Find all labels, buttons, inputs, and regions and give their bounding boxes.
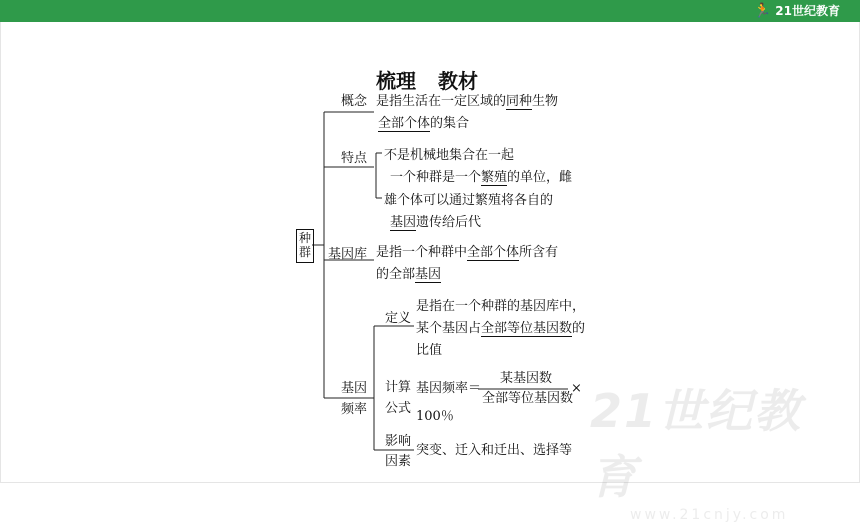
definition-line-1: 是指在一个种群的基因库中， [416, 299, 586, 314]
features-answer-reproduction: 繁殖 [481, 170, 508, 185]
formula-label-1: 计算 [385, 380, 412, 395]
gene-pool-answer-genes: 基因 [415, 267, 442, 282]
features-text: 一个种群是一个 [390, 170, 482, 185]
factors-label-1: 影响 [385, 434, 412, 449]
concept-line-1 [376, 94, 558, 110]
formula-percent: 100％ [416, 409, 454, 424]
features-item-2 [390, 170, 572, 186]
gene-pool-text: 所含有 [519, 245, 559, 260]
formula-times-sign: × [571, 381, 582, 396]
definition-line-2 [416, 321, 585, 337]
watermark-logo: 21世纪教育 www.21cnjy.com [590, 384, 803, 523]
features-item-4 [390, 215, 481, 231]
gene-pool-line-1 [376, 245, 558, 261]
gene-pool-label: 基因库 [328, 247, 368, 262]
definition-line-3: 比值 [416, 343, 443, 358]
title-right: 教材 [438, 69, 478, 93]
gene-pool-text: 是指一个种群中 [376, 245, 468, 260]
concept-label: 概念 [341, 94, 368, 109]
gene-frequency-label-1: 基因 [341, 381, 368, 396]
concept-text: 生物 [532, 94, 559, 109]
features-text: 遗传给后代 [416, 215, 482, 230]
runner-icon: 🏃 [753, 3, 772, 19]
concept-answer-all-individuals: 全部个体 [378, 116, 431, 131]
concept-answer-same-species: 同种 [506, 94, 533, 109]
definition-text: 的 [572, 321, 586, 336]
formula-lhs: 基因频率＝ [416, 381, 482, 396]
concept-text: 的集合 [430, 116, 470, 131]
definition-text: 某个基因占 [416, 321, 482, 336]
concept-line-2 [378, 116, 469, 132]
gene-pool-answer-all-individuals: 全部个体 [467, 245, 520, 260]
gene-pool-text: 的全部 [376, 267, 416, 282]
features-label: 特点 [341, 151, 368, 166]
title-left: 梳理 [376, 69, 416, 93]
factors-text: 突变、迁入和迁出、选择等 [416, 443, 573, 458]
features-text: 的单位，雌 [507, 170, 573, 185]
formula-numerator: 某基因数 [500, 371, 553, 386]
definition-label: 定义 [385, 311, 412, 326]
logo-text: 21世纪教育 [775, 4, 840, 18]
definition-answer-all-alleles: 全部等位基因数 [481, 321, 573, 336]
root-node-population: 种群 [296, 229, 314, 263]
formula-denominator: 全部等位基因数 [482, 391, 574, 406]
formula-label-2: 公式 [385, 401, 412, 416]
features-answer-gene: 基因 [390, 215, 417, 230]
features-item-3: 雄个体可以通过繁殖将各自的 [384, 193, 554, 208]
gene-pool-line-2 [376, 267, 441, 283]
gene-frequency-label-2: 频率 [341, 402, 368, 417]
concept-text: 是指生活在一定区域的 [376, 94, 507, 109]
factors-label-2: 因素 [385, 454, 412, 469]
features-item-1: 不是机械地集合在一起 [384, 148, 515, 163]
